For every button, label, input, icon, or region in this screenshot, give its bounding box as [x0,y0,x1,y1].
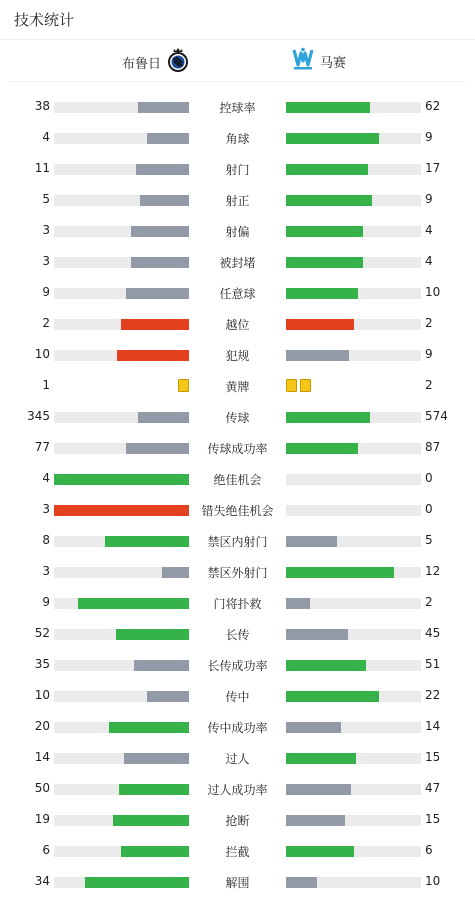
home-stat-value: 20 [34,719,50,733]
away-stat-bar-fill [286,412,370,423]
home-stat-bar [54,536,189,547]
stats-header [0,0,475,40]
home-stat-value: 345 [27,409,50,423]
home-stat-bar [54,877,189,888]
away-stat-bar [286,598,421,609]
stat-label: 角球 [225,132,250,146]
away-stat-bar-fill [286,629,348,640]
stat-row [0,401,475,432]
home-cards [54,379,189,392]
stat-row [0,711,475,742]
home-stat-value: 14 [34,750,50,764]
stat-label: 越位 [225,318,250,332]
home-stat-value: 50 [34,781,50,795]
away-stat-bar [286,195,421,206]
away-stat-bar-fill [286,195,372,206]
away-stat-bar [286,133,421,144]
away-stat-bar-fill [286,722,341,733]
stat-row [0,649,475,680]
stat-row [0,432,475,463]
home-stat-bar [54,350,189,361]
home-stat-bar [54,660,189,671]
away-stat-bar [286,474,421,485]
home-stat-bar [54,846,189,857]
stat-label: 控球率 [219,101,256,115]
away-stat-bar-fill [286,691,379,702]
away-stat-bar [286,815,421,826]
club-brugge-crest-icon [167,47,189,77]
home-stat-bar-fill [134,660,189,671]
home-stat-value: 38 [34,99,50,113]
stat-row [0,525,475,556]
stat-label: 禁区内射门 [207,535,268,549]
stat-label: 射门 [225,163,250,177]
home-stat-value: 6 [42,843,50,857]
home-stat-bar-fill [117,350,189,361]
stat-row [0,556,475,587]
home-stat-bar-fill [78,598,189,609]
away-stat-bar [286,877,421,888]
home-stat-bar [54,567,189,578]
home-stat-bar-fill [147,691,189,702]
home-stat-value: 3 [42,502,50,516]
away-stat-value: 9 [425,192,433,206]
stat-row [0,308,475,339]
home-stat-bar [54,226,189,237]
stat-label: 传球 [225,411,250,425]
home-stat-bar [54,474,189,485]
stat-row [0,587,475,618]
home-stat-bar [54,319,189,330]
stat-label: 抢断 [225,814,250,828]
home-stat-value: 5 [42,192,50,206]
stat-row [0,463,475,494]
stat-label: 射正 [225,194,250,208]
away-stat-value: 87 [425,440,441,454]
stat-row [0,618,475,649]
stat-label: 门将扑救 [213,597,262,611]
stat-row [0,246,475,277]
stat-row [0,184,475,215]
home-stat-bar [54,629,189,640]
away-stat-bar-fill [286,598,310,609]
teams-bar [10,40,465,82]
stat-label: 被封堵 [219,256,256,270]
away-stat-value: 6 [425,843,433,857]
away-stat-value: 0 [425,502,433,516]
away-stat-value: 14 [425,719,441,733]
stat-label: 传球成功率 [207,442,268,456]
stat-label: 射偏 [225,225,250,239]
away-stat-bar [286,536,421,547]
stat-row [0,215,475,246]
page-title: 技术统计 [14,11,75,29]
stat-label: 解围 [225,876,250,890]
away-stat-bar [286,350,421,361]
stat-label: 拦截 [225,845,250,859]
away-stat-value: 2 [425,316,433,330]
home-stat-bar [54,598,189,609]
home-stat-bar [54,505,189,516]
home-stat-bar [54,815,189,826]
home-stat-bar-fill [121,846,189,857]
away-stat-value: 0 [425,471,433,485]
home-stat-bar-fill [138,102,189,113]
stat-row [0,91,475,122]
away-stat-bar-fill [286,846,354,857]
stat-label: 黄牌 [225,380,250,394]
home-stat-bar-fill [121,319,189,330]
away-stat-bar-fill [286,288,358,299]
home-stat-bar [54,257,189,268]
away-stat-bar [286,288,421,299]
away-stat-bar-fill [286,102,370,113]
stat-row [0,680,475,711]
away-stat-value: 62 [425,99,441,113]
away-stat-value: 51 [425,657,441,671]
home-stat-value: 3 [42,223,50,237]
home-stat-bar [54,443,189,454]
home-stat-bar [54,691,189,702]
away-stat-bar [286,226,421,237]
home-stat-bar [54,753,189,764]
away-stat-value: 10 [425,874,441,888]
away-stat-value: 15 [425,812,441,826]
stat-row [0,494,475,525]
away-stat-value: 15 [425,750,441,764]
away-stat-bar-fill [286,660,366,671]
away-stat-bar-fill [286,536,337,547]
away-team[interactable] [292,47,346,75]
home-stat-value: 3 [42,254,50,268]
away-stat-value: 47 [425,781,441,795]
away-stat-value: 10 [425,285,441,299]
home-stat-value: 35 [34,657,50,671]
home-stat-value: 77 [34,440,50,454]
away-stat-bar [286,567,421,578]
stat-row [0,804,475,835]
away-cards [286,379,421,392]
home-stat-value: 52 [34,626,50,640]
home-stat-bar-fill [138,412,189,423]
away-stat-value: 17 [425,161,441,175]
home-stat-bar [54,102,189,113]
stat-row [0,866,475,897]
away-stat-bar-fill [286,350,349,361]
away-stat-bar [286,412,421,423]
away-stat-value: 12 [425,564,441,578]
home-stat-value: 10 [34,688,50,702]
home-stat-bar [54,722,189,733]
stat-label: 犯规 [225,349,250,363]
away-stat-bar-fill [286,753,356,764]
yellow-card-icon [300,379,311,392]
home-stat-bar-fill [124,753,189,764]
stat-row [0,742,475,773]
away-stat-bar [286,691,421,702]
home-stat-value: 10 [34,347,50,361]
stat-row [0,339,475,370]
home-stat-bar-fill [131,257,189,268]
home-stat-bar-fill [162,567,189,578]
yellow-card-icon [286,379,297,392]
home-stat-value: 34 [34,874,50,888]
home-stat-bar [54,288,189,299]
home-stat-bar [54,412,189,423]
away-stat-bar [286,846,421,857]
away-stat-value: 22 [425,688,441,702]
away-stat-bar-fill [286,257,363,268]
away-stat-bar-fill [286,226,363,237]
home-stat-bar-fill [126,443,189,454]
home-stat-bar-fill [105,536,189,547]
home-stat-value: 2 [42,316,50,330]
yellow-card-icon [178,379,189,392]
home-stat-value: 9 [42,595,50,609]
stat-label: 禁区外射门 [207,566,268,580]
stat-label: 错失绝佳机会 [201,504,274,518]
away-stat-value: 45 [425,626,441,640]
stat-label: 传中成功率 [207,721,268,735]
away-stat-value: 2 [425,378,433,392]
home-stat-value: 4 [42,130,50,144]
away-stat-bar [286,319,421,330]
stat-label: 长传 [225,628,250,642]
stat-row [0,835,475,866]
stat-label: 任意球 [219,287,256,301]
home-team-name: 布鲁日 [121,56,161,72]
away-stat-value: 574 [425,409,448,423]
home-stat-bar [54,784,189,795]
home-stat-value: 1 [42,378,50,392]
home-stat-bar-fill [54,505,189,516]
away-team-name: 马赛 [320,55,347,71]
home-stat-bar-fill [85,877,189,888]
away-stat-bar [286,443,421,454]
stat-row [0,370,475,401]
home-stat-bar-fill [109,722,189,733]
stat-label: 传中 [225,690,250,704]
home-stat-value: 8 [42,533,50,547]
home-stat-bar-fill [126,288,189,299]
away-stat-bar-fill [286,784,351,795]
away-stat-bar-fill [286,443,358,454]
stat-label: 绝佳机会 [213,473,262,487]
away-stat-bar [286,257,421,268]
away-stat-bar [286,753,421,764]
stats-list [0,91,475,897]
home-stat-bar-fill [113,815,189,826]
away-stat-bar [286,102,421,113]
away-stat-bar-fill [286,133,379,144]
away-stat-bar-fill [286,567,394,578]
stat-label: 过人 [225,752,250,766]
away-stat-bar-fill [286,319,354,330]
home-stat-bar-fill [54,474,189,485]
away-stat-bar-fill [286,815,345,826]
stat-label: 长传成功率 [207,659,268,673]
home-stat-bar-fill [140,195,189,206]
home-stat-bar-fill [147,133,189,144]
away-stat-value: 9 [425,347,433,361]
home-stat-bar-fill [131,226,189,237]
away-stat-bar-fill [286,877,317,888]
stat-row [0,773,475,804]
away-stat-bar-fill [286,164,368,175]
away-stat-bar [286,164,421,175]
home-team[interactable] [122,47,189,77]
home-stat-bar-fill [119,784,189,795]
home-stat-bar [54,164,189,175]
home-stat-bar-fill [136,164,189,175]
stat-row [0,277,475,308]
away-stat-bar [286,629,421,640]
away-stat-value: 2 [425,595,433,609]
stat-row [0,153,475,184]
away-stat-value: 4 [425,223,433,237]
away-stat-value: 9 [425,130,433,144]
stat-label: 过人成功率 [207,783,268,797]
home-stat-value: 19 [34,812,50,826]
home-stat-value: 4 [42,471,50,485]
home-stat-value: 3 [42,564,50,578]
away-stat-bar [286,505,421,516]
home-stat-value: 9 [42,285,50,299]
home-stat-bar [54,133,189,144]
away-stat-value: 4 [425,254,433,268]
away-stat-bar [286,784,421,795]
stat-row [0,122,475,153]
away-stat-bar [286,660,421,671]
home-stat-value: 11 [34,161,50,175]
marseille-crest-icon [292,47,314,75]
away-stat-bar [286,722,421,733]
away-stat-value: 5 [425,533,433,547]
home-stat-bar [54,195,189,206]
home-stat-bar-fill [116,629,189,640]
